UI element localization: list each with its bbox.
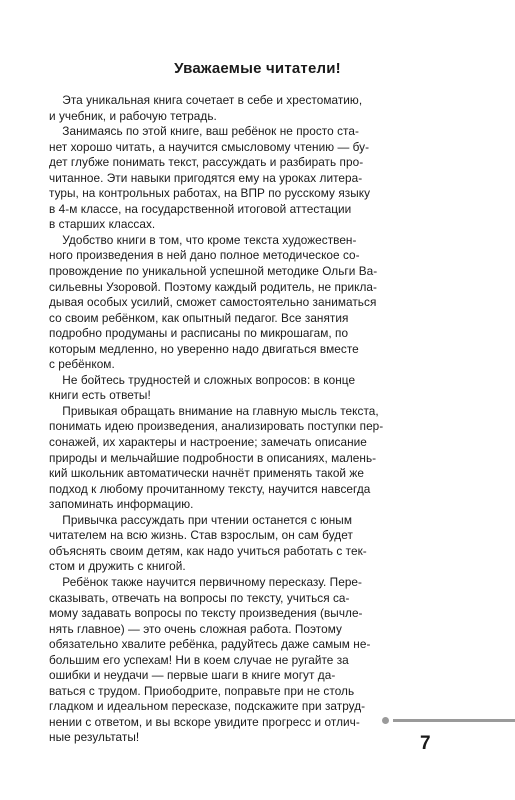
text-line: нении с ответом, и вы вскоре увидите прогресс и отлич- [49,714,360,729]
text-line: с ребёнком. [49,357,115,372]
text-line: запоминать информацию. [49,497,194,512]
text-line: сонажей, их характеры и настроение; замечать описание [49,435,367,450]
footer-rule [393,719,515,722]
text-line: природы и мельчайшие подробности в описаниях, малень- [49,450,377,465]
footer-rule-dot [382,717,389,724]
text-line: провождение по уникальной успешной методике Ольги Ва- [49,264,378,279]
text-line: большим его успехам! Ни в коем случае не ругайте за [49,652,349,667]
text-line: ные результаты! [49,730,140,745]
text-line: читанное. Эти навыки пригодятся ему на уроках литера- [49,170,363,185]
text-line: в старших классах. [49,217,156,232]
text-line: нять главное) — это очень сложная работа. Поэтому [49,621,342,636]
text-line: кий школьник автоматически начнёт применять такой же [49,466,364,481]
body-text [49,93,441,746]
text-line: сказывать, отвечать на вопросы по тексту, учиться са- [49,590,350,605]
text-line: Занимаясь по этой книге, ваш ребёнок не просто ста- [49,124,359,139]
text-line: гладком и идеальном пересказе, подскажите при затруд- [49,699,366,714]
text-line: ошибки и неудачи — первые шаги в книге могут да- [49,668,336,683]
text-line: Привычка рассуждать при чтении останется с юным [49,512,352,527]
text-line: понимать идею произведения, анализировать поступки пер- [49,419,384,434]
text-line: обязательно хвалите ребёнка, радуйтесь даже самым не- [49,637,371,652]
text-line: нет хорошо читать, а научится смысловому чтению — бу- [49,139,370,154]
text-line: подробно продуманы и расписаны по микрошагам, по [49,326,349,341]
text-line: Не бойтесь трудностей и сложных вопросов: в конце [49,372,356,387]
text-line: ного произведения в ней дано полное методическое со- [49,248,360,263]
text-line: подход к любому прочитанному тексту, научится навсегда [49,481,371,496]
text-line: ваться с трудом. Приободрите, поправьте при не столь [49,683,355,698]
text-line: сильевны Узоровой. Поэтому каждый родитель, не прикла- [49,279,378,294]
text-line: Удобство книги в том, что кроме текста художествен- [49,232,357,247]
text-line: в 4-м классе, на государственной итоговой аттестации [49,201,352,216]
text-line: Эта уникальная книга сочетает в себе и хрестоматию, [49,93,363,107]
text-line: со своим ребёнком, как опытный педагог. Все занятия [49,310,349,325]
text-line: дет глубже понимать текст, рассуждать и разбирать про- [49,155,364,170]
text-line: дывая особых усилий, сможет самостоятельно заниматься [49,295,377,310]
text-line: стом и дружить с книгой. [49,559,186,574]
text-line: и учебник, и рабочую тетрадь. [49,108,217,123]
text-line: Ребёнок также научится первичному пересказу. Пере- [49,574,363,589]
text-line: читателем на всю жизнь. Став взрослым, он сам будет [49,528,353,543]
page-number: 7 [420,733,431,754]
text-line: туры, на контрольных работах, на ВПР по русскому языку [49,186,371,201]
page-heading: Уважаемые читатели! [174,60,341,77]
text-line: которым медленно, но уверенно надо двигаться вместе [49,341,359,356]
text-line: мому задавать вопросы по тексту произведения (вычле- [49,606,363,621]
text-line: книги есть ответы! [49,388,151,403]
text-line: Привыкая обращать внимание на главную мысль текста, [49,403,379,418]
text-line: объяснять своим детям, как надо учиться работать с тек- [49,543,367,558]
